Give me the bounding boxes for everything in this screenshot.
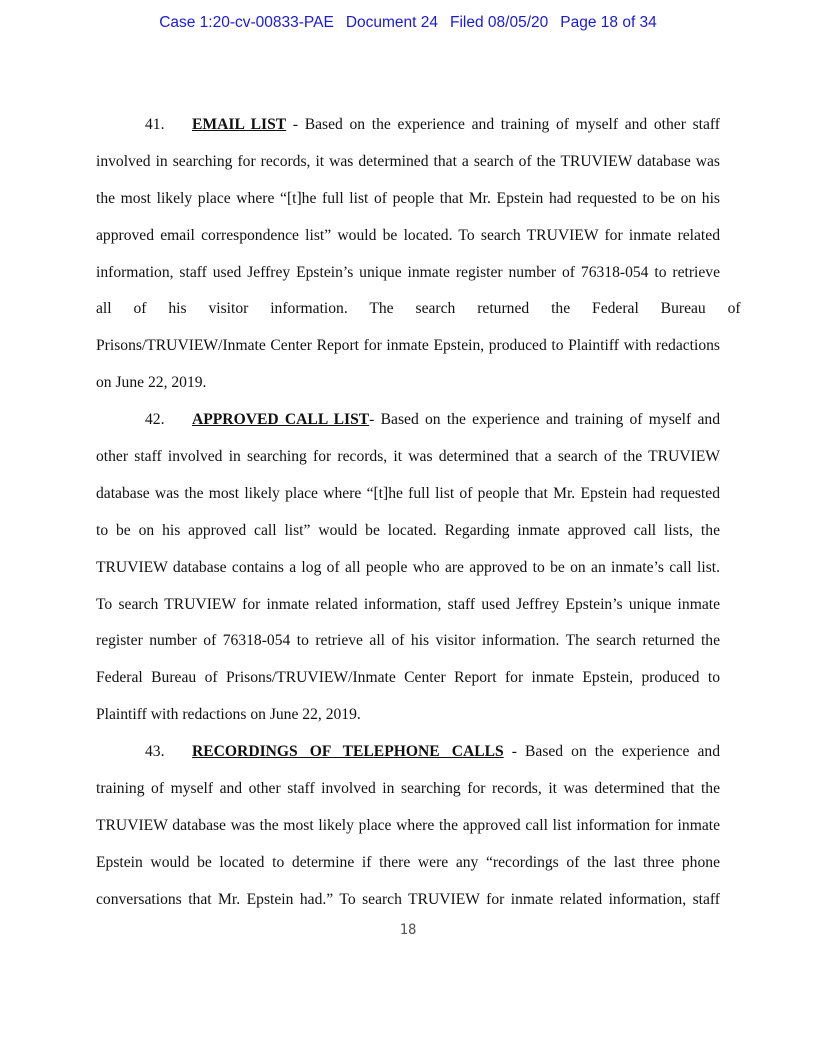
paragraph-line: 42. APPROVED CALL LIST- Based on the experience and training of myself and xyxy=(96,407,720,444)
page-indicator: Page 18 of 34 xyxy=(560,14,657,31)
filed-date: Filed 08/05/20 xyxy=(450,14,549,31)
paragraph-heading: APPROVED CALL LIST xyxy=(192,411,370,429)
paragraph-line: 41. EMAIL LIST - Based on the experience and training of myself and other staff xyxy=(96,112,720,149)
paragraph-number: 41. xyxy=(145,116,165,133)
paragraph-number: 43. xyxy=(145,743,165,761)
paragraph-line: register number of 76318-054 to retrieve all of his visitor information. The search returned the xyxy=(96,632,720,650)
paragraph-line: to be on his approved call list” would be located. Regarding inmate approved call lists, the xyxy=(96,521,720,539)
paragraph-43 xyxy=(96,739,720,923)
paragraph-number: 42. xyxy=(145,411,165,429)
paragraph-line: on June 22, 2019. xyxy=(96,374,207,392)
paragraph-line: conversations that Mr. Epstein had.” To search TRUVIEW for inmate related information, staff xyxy=(96,890,720,908)
paragraph-41 xyxy=(96,112,741,407)
paragraph-line: Prisons/TRUVIEW/Inmate Center Report for inmate Epstein, produced to Plaintiff with redactions xyxy=(96,337,720,355)
page-number: 18 xyxy=(399,922,417,938)
document-number: Document 24 xyxy=(345,14,439,31)
paragraph-line: Epstein would be located to determine if there were any “recordings of the last three phone xyxy=(96,853,720,871)
paragraph-line: TRUVIEW database was the most likely place where the approved call list information for inmate xyxy=(96,816,720,834)
paragraph-heading: RECORDINGS OF TELEPHONE CALLS xyxy=(192,743,504,761)
paragraph-line: Plaintiff with redactions on June 22, 2019. xyxy=(96,706,361,724)
paragraph-line: training of myself and other staff involved in searching for records, it was determined that the xyxy=(96,780,720,798)
paragraph-line: involved in searching for records, it was determined that a search of the TRUVIEW database was xyxy=(96,152,720,170)
paragraph-heading: EMAIL LIST xyxy=(192,116,287,133)
paragraph-line: other staff involved in searching for records, it was determined that a search of the TRUVIEW xyxy=(96,448,720,466)
paragraph-line: all of his visitor information. The search returned the Federal Bureau of xyxy=(96,300,741,318)
paragraph-line: TRUVIEW database contains a log of all people who are approved to be on an inmate’s call list. xyxy=(96,558,720,576)
case-header xyxy=(0,14,816,32)
paragraph-line: information, staff used Jeffrey Epstein’s unique inmate register number of 76318-054 to retrieve xyxy=(96,263,720,281)
document-body xyxy=(96,112,741,924)
paragraph-line: Federal Bureau of Prisons/TRUVIEW/Inmate Center Report for inmate Epstein, produced to xyxy=(96,669,720,687)
paragraph-line: database was the most likely place where “[t]he full list of people that Mr. Epstein had requested xyxy=(96,484,720,502)
case-number: Case 1:20-cv-00833-PAE xyxy=(159,14,334,31)
paragraph-line: the most likely place where “[t]he full list of people that Mr. Epstein had requested to be on his xyxy=(96,189,720,207)
paragraph-line: 43. RECORDINGS OF TELEPHONE CALLS - Based on the experience and xyxy=(96,739,720,776)
paragraph-42 xyxy=(96,407,720,739)
paragraph-line: To search TRUVIEW for inmate related information, staff used Jeffrey Epstein’s unique inmate xyxy=(96,595,720,613)
paragraph-line: approved email correspondence list” would be located. To search TRUVIEW for inmate related xyxy=(96,226,720,244)
